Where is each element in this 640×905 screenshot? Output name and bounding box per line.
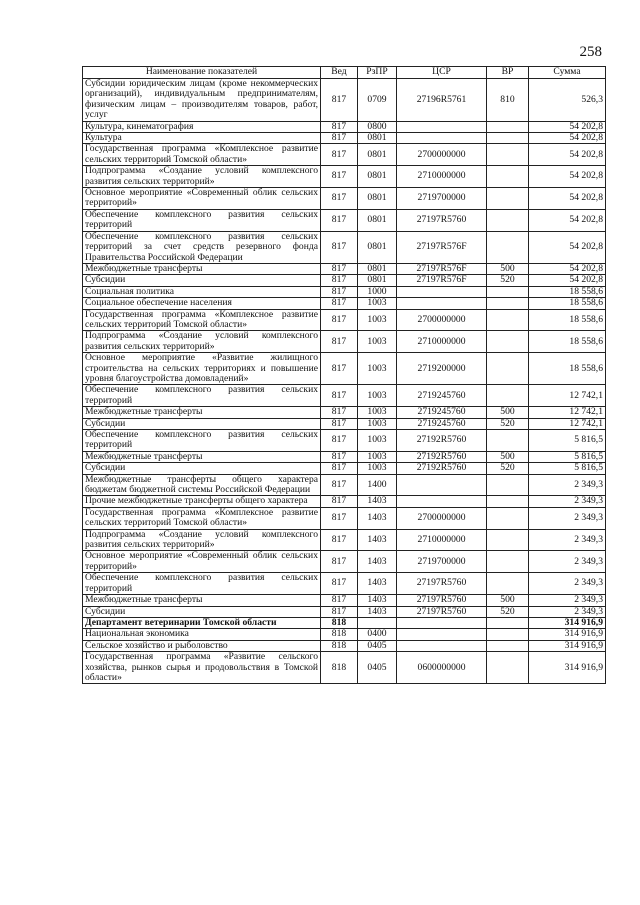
cell-rzpr: 0801 bbox=[358, 144, 397, 166]
cell-rzpr: 1003 bbox=[358, 407, 397, 418]
table-row bbox=[83, 463, 606, 474]
cell-name: Основное мероприятие «Современный облик сельских территорий» bbox=[83, 188, 321, 210]
cell-rzpr: 1000 bbox=[358, 286, 397, 297]
table-row bbox=[83, 298, 606, 309]
cell-sum: 18 558,6 bbox=[529, 353, 606, 385]
cell-name: Государственная программа «Комплексное развитие сельских территорий Томской области» bbox=[83, 144, 321, 166]
cell-vr bbox=[487, 507, 529, 529]
table-row bbox=[83, 451, 606, 462]
cell-sum: 2 349,3 bbox=[529, 595, 606, 606]
cell-csr: 2700000000 bbox=[397, 144, 487, 166]
table-row bbox=[83, 606, 606, 617]
cell-csr: 27196R5761 bbox=[397, 79, 487, 122]
cell-vr bbox=[487, 231, 529, 263]
cell-name: Государственная программа «Комплексное развитие сельских территорий Томской области» bbox=[83, 309, 321, 331]
table-row bbox=[83, 529, 606, 551]
cell-ved: 818 bbox=[321, 617, 358, 628]
cell-sum: 526,3 bbox=[529, 79, 606, 122]
cell-name: Субсидии bbox=[83, 275, 321, 286]
cell-rzpr: 0801 bbox=[358, 231, 397, 263]
cell-ved: 817 bbox=[321, 463, 358, 474]
cell-sum: 2 349,3 bbox=[529, 606, 606, 617]
cell-ved: 817 bbox=[321, 331, 358, 353]
cell-ved: 817 bbox=[321, 286, 358, 297]
cell-vr: 520 bbox=[487, 606, 529, 617]
cell-csr: 2719700000 bbox=[397, 551, 487, 573]
table-row bbox=[83, 275, 606, 286]
cell-rzpr: 1003 bbox=[358, 331, 397, 353]
cell-vr: 500 bbox=[487, 263, 529, 274]
cell-rzpr: 1403 bbox=[358, 507, 397, 529]
cell-csr: 27197R5760 bbox=[397, 595, 487, 606]
cell-csr bbox=[397, 121, 487, 132]
table-row bbox=[83, 353, 606, 385]
cell-name: Социальное обеспечение населения bbox=[83, 298, 321, 309]
cell-csr bbox=[397, 629, 487, 640]
cell-name: Подпрограмма «Создание условий комплексного развития сельских территорий» bbox=[83, 331, 321, 353]
table-row bbox=[83, 551, 606, 573]
cell-vr bbox=[487, 430, 529, 452]
cell-rzpr: 1003 bbox=[358, 463, 397, 474]
cell-ved: 818 bbox=[321, 640, 358, 651]
cell-vr: 500 bbox=[487, 595, 529, 606]
cell-csr: 27197R5760 bbox=[397, 573, 487, 595]
cell-sum: 54 202,8 bbox=[529, 263, 606, 274]
cell-sum: 54 202,8 bbox=[529, 188, 606, 210]
cell-rzpr: 1403 bbox=[358, 496, 397, 507]
cell-vr bbox=[487, 617, 529, 628]
table-row bbox=[83, 385, 606, 407]
cell-csr: 27197R576F bbox=[397, 263, 487, 274]
cell-name: Обеспечение комплексного развития сельских территорий bbox=[83, 573, 321, 595]
cell-ved: 817 bbox=[321, 430, 358, 452]
cell-rzpr: 1003 bbox=[358, 353, 397, 385]
cell-rzpr: 0801 bbox=[358, 209, 397, 231]
cell-csr bbox=[397, 640, 487, 651]
cell-csr: 27192R5760 bbox=[397, 463, 487, 474]
table-row bbox=[83, 231, 606, 263]
cell-name: Субсидии юридическим лицам (кроме некоммерческих организаций), индивидуальным предпринимателям, физическим лицам – производителям товаров, работ, услуг bbox=[83, 79, 321, 122]
header-sum: Сумма bbox=[529, 67, 606, 79]
header-rzpr: РзПР bbox=[358, 67, 397, 79]
cell-sum: 5 816,5 bbox=[529, 451, 606, 462]
cell-csr: 2710000000 bbox=[397, 529, 487, 551]
cell-rzpr: 0801 bbox=[358, 166, 397, 188]
cell-ved: 817 bbox=[321, 275, 358, 286]
cell-vr: 520 bbox=[487, 463, 529, 474]
cell-csr: 27192R5760 bbox=[397, 430, 487, 452]
cell-rzpr: 0801 bbox=[358, 275, 397, 286]
cell-rzpr: 0405 bbox=[358, 652, 397, 684]
cell-sum: 18 558,6 bbox=[529, 309, 606, 331]
table-header-row bbox=[83, 67, 606, 79]
cell-vr bbox=[487, 144, 529, 166]
cell-vr bbox=[487, 640, 529, 651]
table-row bbox=[83, 79, 606, 122]
cell-vr bbox=[487, 298, 529, 309]
cell-sum: 2 349,3 bbox=[529, 573, 606, 595]
cell-rzpr: 1003 bbox=[358, 298, 397, 309]
cell-ved: 817 bbox=[321, 209, 358, 231]
cell-ved: 817 bbox=[321, 496, 358, 507]
cell-name: Культура bbox=[83, 133, 321, 144]
cell-name: Межбюджетные трансферты bbox=[83, 263, 321, 274]
cell-name: Обеспечение комплексного развития сельских территорий bbox=[83, 430, 321, 452]
cell-name: Межбюджетные трансферты bbox=[83, 595, 321, 606]
table-row bbox=[83, 133, 606, 144]
table-row bbox=[83, 309, 606, 331]
cell-sum: 5 816,5 bbox=[529, 430, 606, 452]
cell-sum: 314 916,9 bbox=[529, 629, 606, 640]
cell-rzpr: 1003 bbox=[358, 385, 397, 407]
header-csr: ЦСР bbox=[397, 67, 487, 79]
table-row bbox=[83, 263, 606, 274]
table-row bbox=[83, 430, 606, 452]
cell-name: Основное мероприятие «Развитие жилищного строительства на сельских территориях и повышение уровня благоустройства домовладений» bbox=[83, 353, 321, 385]
cell-csr bbox=[397, 474, 487, 496]
cell-name: Межбюджетные трансферты bbox=[83, 407, 321, 418]
cell-rzpr: 0801 bbox=[358, 263, 397, 274]
cell-ved: 817 bbox=[321, 133, 358, 144]
cell-ved: 817 bbox=[321, 121, 358, 132]
cell-csr: 0600000000 bbox=[397, 652, 487, 684]
cell-name: Субсидии bbox=[83, 606, 321, 617]
cell-rzpr: 1403 bbox=[358, 551, 397, 573]
cell-sum: 18 558,6 bbox=[529, 286, 606, 297]
cell-rzpr bbox=[358, 617, 397, 628]
cell-ved: 817 bbox=[321, 231, 358, 263]
cell-csr: 27197R5760 bbox=[397, 606, 487, 617]
cell-vr: 500 bbox=[487, 451, 529, 462]
cell-rzpr: 0800 bbox=[358, 121, 397, 132]
page-number: 258 bbox=[579, 44, 602, 60]
cell-ved: 817 bbox=[321, 529, 358, 551]
cell-sum: 12 742,1 bbox=[529, 418, 606, 429]
cell-rzpr: 0400 bbox=[358, 629, 397, 640]
cell-name: Социальная политика bbox=[83, 286, 321, 297]
cell-vr bbox=[487, 652, 529, 684]
cell-sum: 2 349,3 bbox=[529, 529, 606, 551]
cell-rzpr: 0801 bbox=[358, 133, 397, 144]
cell-csr: 27197R5760 bbox=[397, 209, 487, 231]
cell-rzpr: 1403 bbox=[358, 573, 397, 595]
table-row bbox=[83, 144, 606, 166]
cell-csr: 2719245760 bbox=[397, 385, 487, 407]
cell-ved: 817 bbox=[321, 507, 358, 529]
cell-sum: 54 202,8 bbox=[529, 121, 606, 132]
table-row bbox=[83, 121, 606, 132]
cell-csr: 27192R5760 bbox=[397, 451, 487, 462]
cell-vr bbox=[487, 133, 529, 144]
table-row bbox=[83, 652, 606, 684]
cell-sum: 314 916,9 bbox=[529, 617, 606, 628]
cell-sum: 54 202,8 bbox=[529, 209, 606, 231]
cell-sum: 5 816,5 bbox=[529, 463, 606, 474]
cell-sum: 314 916,9 bbox=[529, 640, 606, 651]
cell-rzpr: 0801 bbox=[358, 188, 397, 210]
cell-ved: 817 bbox=[321, 263, 358, 274]
cell-rzpr: 0405 bbox=[358, 640, 397, 651]
table-row bbox=[83, 418, 606, 429]
cell-sum: 54 202,8 bbox=[529, 166, 606, 188]
cell-sum: 2 349,3 bbox=[529, 496, 606, 507]
cell-vr bbox=[487, 529, 529, 551]
cell-ved: 817 bbox=[321, 573, 358, 595]
cell-rzpr: 1003 bbox=[358, 430, 397, 452]
cell-sum: 54 202,8 bbox=[529, 144, 606, 166]
table-row bbox=[83, 617, 606, 628]
table-row bbox=[83, 166, 606, 188]
cell-csr: 2710000000 bbox=[397, 166, 487, 188]
budget-table bbox=[82, 66, 606, 684]
cell-vr bbox=[487, 209, 529, 231]
cell-ved: 817 bbox=[321, 418, 358, 429]
cell-ved: 817 bbox=[321, 298, 358, 309]
table-body bbox=[83, 79, 606, 684]
cell-name: Субсидии bbox=[83, 463, 321, 474]
cell-vr bbox=[487, 385, 529, 407]
cell-ved: 818 bbox=[321, 629, 358, 640]
cell-name: Прочие межбюджетные трансферты общего характера bbox=[83, 496, 321, 507]
cell-sum: 12 742,1 bbox=[529, 385, 606, 407]
cell-ved: 818 bbox=[321, 652, 358, 684]
table-row bbox=[83, 640, 606, 651]
cell-rzpr: 1403 bbox=[358, 595, 397, 606]
cell-sum: 314 916,9 bbox=[529, 652, 606, 684]
cell-vr bbox=[487, 353, 529, 385]
cell-vr bbox=[487, 166, 529, 188]
cell-name: Культура, кинематография bbox=[83, 121, 321, 132]
cell-rzpr: 1403 bbox=[358, 606, 397, 617]
cell-sum: 2 349,3 bbox=[529, 551, 606, 573]
cell-sum: 18 558,6 bbox=[529, 331, 606, 353]
cell-rzpr: 1403 bbox=[358, 529, 397, 551]
table-row bbox=[83, 286, 606, 297]
cell-vr bbox=[487, 121, 529, 132]
cell-csr bbox=[397, 617, 487, 628]
header-name: Наименование показателей bbox=[83, 67, 321, 79]
cell-name: Национальная экономика bbox=[83, 629, 321, 640]
cell-rzpr: 1003 bbox=[358, 418, 397, 429]
header-ved: Вед bbox=[321, 67, 358, 79]
cell-vr bbox=[487, 309, 529, 331]
cell-name: Подпрограмма «Создание условий комплексного развития сельских территорий» bbox=[83, 166, 321, 188]
cell-vr bbox=[487, 551, 529, 573]
cell-ved: 817 bbox=[321, 309, 358, 331]
cell-name: Межбюджетные трансферты общего характера бюджетам бюджетной системы Российской Федерации bbox=[83, 474, 321, 496]
cell-vr bbox=[487, 496, 529, 507]
cell-rzpr: 0709 bbox=[358, 79, 397, 122]
table-row bbox=[83, 595, 606, 606]
cell-ved: 817 bbox=[321, 551, 358, 573]
cell-vr bbox=[487, 188, 529, 210]
cell-sum: 2 349,3 bbox=[529, 474, 606, 496]
cell-rzpr: 1003 bbox=[358, 451, 397, 462]
cell-vr: 520 bbox=[487, 418, 529, 429]
cell-csr bbox=[397, 496, 487, 507]
table-row bbox=[83, 496, 606, 507]
cell-sum: 12 742,1 bbox=[529, 407, 606, 418]
cell-csr bbox=[397, 133, 487, 144]
cell-vr bbox=[487, 286, 529, 297]
cell-sum: 2 349,3 bbox=[529, 507, 606, 529]
cell-ved: 817 bbox=[321, 144, 358, 166]
cell-csr: 2719200000 bbox=[397, 353, 487, 385]
cell-csr: 2700000000 bbox=[397, 309, 487, 331]
table-row bbox=[83, 573, 606, 595]
cell-ved: 817 bbox=[321, 353, 358, 385]
header-vr: ВР bbox=[487, 67, 529, 79]
cell-name: Государственная программа «Комплексное развитие сельских территорий Томской области» bbox=[83, 507, 321, 529]
cell-name: Подпрограмма «Создание условий комплексного развития сельских территорий» bbox=[83, 529, 321, 551]
cell-ved: 817 bbox=[321, 595, 358, 606]
cell-rzpr: 1400 bbox=[358, 474, 397, 496]
cell-csr: 2700000000 bbox=[397, 507, 487, 529]
cell-ved: 817 bbox=[321, 451, 358, 462]
cell-name: Департамент ветеринарии Томской области bbox=[83, 617, 321, 628]
cell-name: Обеспечение комплексного развития сельских территорий bbox=[83, 385, 321, 407]
table-row bbox=[83, 629, 606, 640]
cell-ved: 817 bbox=[321, 385, 358, 407]
cell-csr: 27197R576F bbox=[397, 275, 487, 286]
cell-name: Обеспечение комплексного развития сельских территорий bbox=[83, 209, 321, 231]
cell-ved: 817 bbox=[321, 474, 358, 496]
cell-name: Обеспечение комплексного развития сельских территорий за счет средств резервного фонда Правительства Российской Федерации bbox=[83, 231, 321, 263]
cell-vr: 520 bbox=[487, 275, 529, 286]
cell-name: Сельское хозяйство и рыболовство bbox=[83, 640, 321, 651]
cell-csr: 2719700000 bbox=[397, 188, 487, 210]
cell-name: Государственная программа «Развитие сельского хозяйства, рынков сырья и продовольствия в Томской области» bbox=[83, 652, 321, 684]
cell-name: Межбюджетные трансферты bbox=[83, 451, 321, 462]
cell-vr: 500 bbox=[487, 407, 529, 418]
cell-ved: 817 bbox=[321, 188, 358, 210]
cell-ved: 817 bbox=[321, 166, 358, 188]
cell-rzpr: 1003 bbox=[358, 309, 397, 331]
table-row bbox=[83, 209, 606, 231]
cell-csr bbox=[397, 298, 487, 309]
table-row bbox=[83, 407, 606, 418]
cell-ved: 817 bbox=[321, 79, 358, 122]
cell-csr: 2719245760 bbox=[397, 407, 487, 418]
cell-vr bbox=[487, 629, 529, 640]
table-row bbox=[83, 507, 606, 529]
cell-csr: 2719245760 bbox=[397, 418, 487, 429]
table-row bbox=[83, 331, 606, 353]
cell-sum: 54 202,8 bbox=[529, 231, 606, 263]
cell-sum: 54 202,8 bbox=[529, 275, 606, 286]
cell-vr bbox=[487, 573, 529, 595]
table-row bbox=[83, 188, 606, 210]
cell-vr: 810 bbox=[487, 79, 529, 122]
cell-name: Субсидии bbox=[83, 418, 321, 429]
cell-csr: 2710000000 bbox=[397, 331, 487, 353]
cell-name: Основное мероприятие «Современный облик сельских территорий» bbox=[83, 551, 321, 573]
cell-sum: 54 202,8 bbox=[529, 133, 606, 144]
cell-csr: 27197R576F bbox=[397, 231, 487, 263]
cell-vr bbox=[487, 331, 529, 353]
cell-ved: 817 bbox=[321, 606, 358, 617]
cell-sum: 18 558,6 bbox=[529, 298, 606, 309]
cell-ved: 817 bbox=[321, 407, 358, 418]
cell-csr bbox=[397, 286, 487, 297]
cell-vr bbox=[487, 474, 529, 496]
table-row bbox=[83, 474, 606, 496]
